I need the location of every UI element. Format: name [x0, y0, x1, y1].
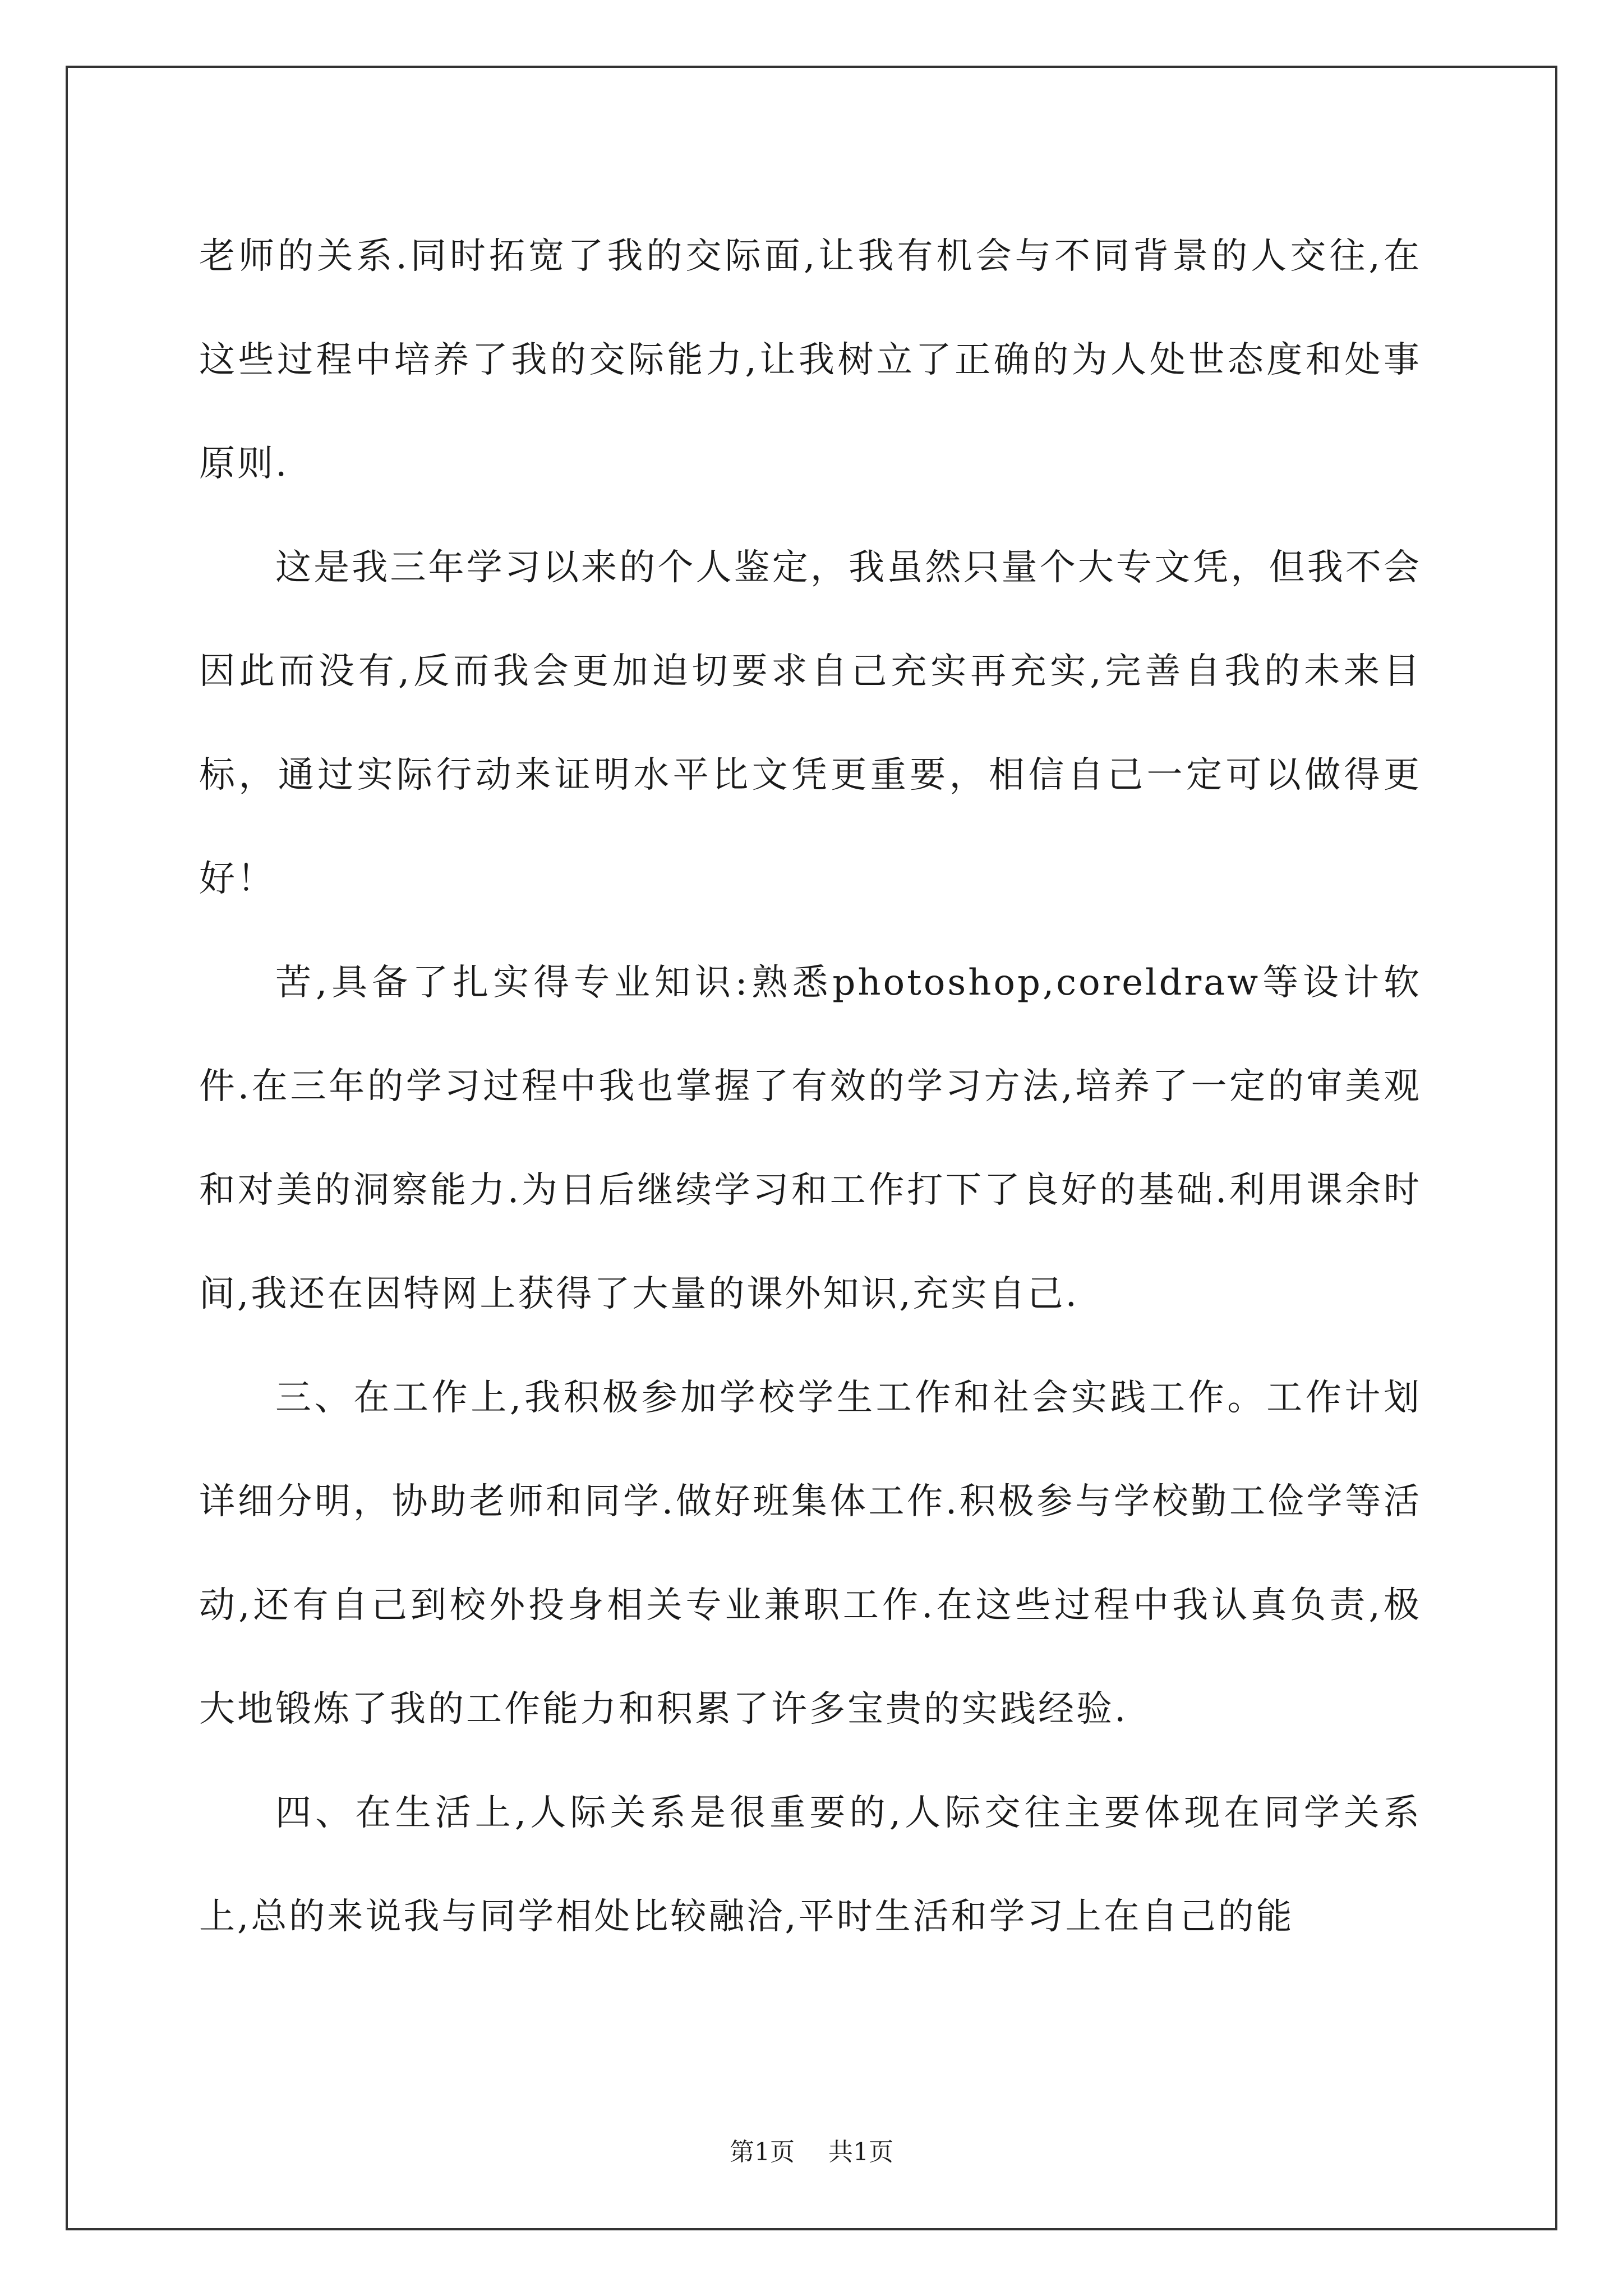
- page-number: 第1页: [730, 2138, 795, 2166]
- document-body: [199, 205, 1422, 1969]
- page-footer: [0, 2132, 1623, 2168]
- page-total: 共1页: [828, 2138, 893, 2166]
- paragraph-1: 老师的关系.同时拓宽了我的交际面,让我有机会与不同背景的人交往,在这些过程中培养了我的交际能力,让我树立了正确的为人处世态度和处事原则.: [199, 236, 1422, 485]
- paragraph-2: 这是我三年学习以来的个人鉴定，我虽然只量个大专文凭，但我不会因此而没有,反而我会更加迫切要求自己充实再充实,完善自我的未来目标，通过实际行动来证明水平比文凭更重要，相信自己一定可以做得更好！: [199, 547, 1422, 900]
- paragraph-4: 三、在工作上,我积极参加学校学生工作和社会实践工作。工作计划详细分明，协助老师和同学.做好班集体工作.积极参与学校勤工俭学等活动,还有自己到校外投身相关专业兼职工作.在这些过程中我认真负责,极大地锻炼了我的工作能力和积累了许多宝贵的实践经验.: [199, 1377, 1422, 1730]
- paragraph-5: 四、在生活上,人际关系是很重要的,人际交往主要体现在同学关系上,总的来说我与同学相处比较融洽,平时生活和学习上在自己的能: [199, 1792, 1422, 1938]
- paragraph-3: 苦,具备了扎实得专业知识:熟悉photoshop,coreldraw等设计软件.在三年的学习过程中我也掌握了有效的学习方法,培养了一定的审美观和对美的洞察能力.为日后继续学习和工作打下了良好的基础.利用课余时间,我还在因特网上获得了大量的课外知识,充实自己.: [199, 962, 1422, 1315]
